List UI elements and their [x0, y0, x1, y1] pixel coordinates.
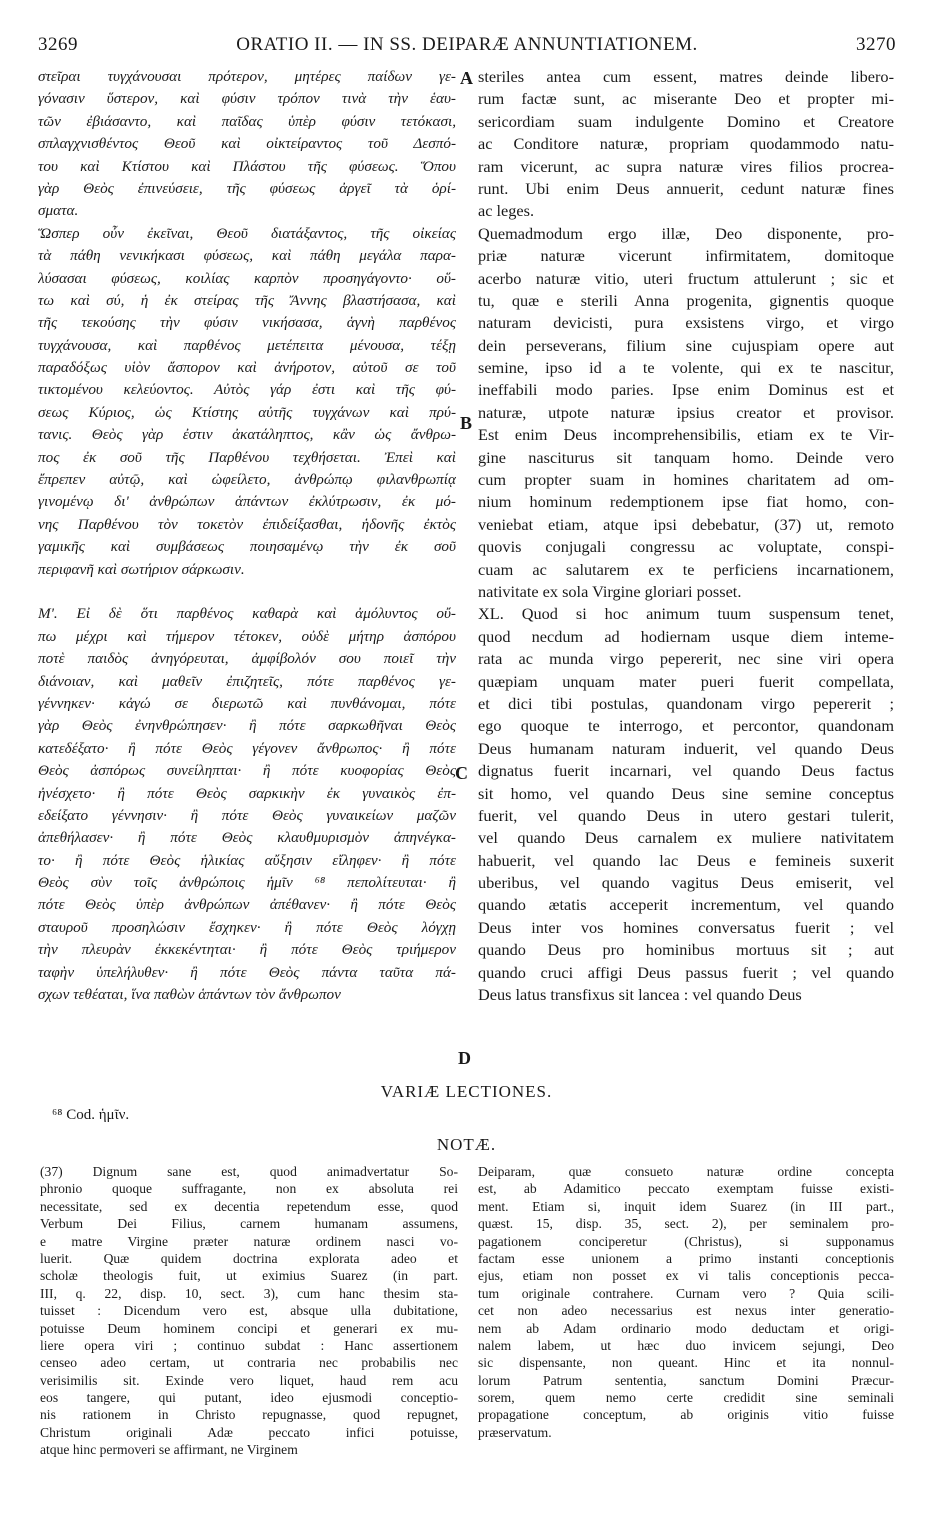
text-line: nis rationem in Christo repugnasse, quod repugnet,	[40, 1407, 458, 1423]
text-line: scholæ theologis fuit, ut eximius Suarez (in part.	[40, 1268, 458, 1284]
text-line: nativitate ex sola Virgine gloriari posset.	[478, 581, 742, 601]
text-line: λύσασαι φύσεως, κοιλίας καρπὸν προσηγάγοντο· οὕ-	[38, 269, 456, 287]
text-line: εδείξατο γέννησιν· ἢ πότε Θεὸς γυναικείων μαζῶν	[38, 806, 456, 824]
text-line: Θεὸς ἀσπόρως συνείληπται· ἢ πότε κυοφορίας Θεὸς	[38, 762, 456, 780]
text-line: ἔπρεπεν αὐτῷ, καὶ ὠφείλετο, ἀνθρώπῳ φιλανθρωπίᾳ	[38, 471, 456, 489]
text-line: Θεὸς σὺν τοῖς ἀνθρώποις ἡμῖν ⁶⁸ πεπολίτευται· ἢ	[38, 874, 456, 892]
text-line: quod necdum ad hodiernam usque diem inteme-	[478, 626, 894, 646]
section-marker-c: C	[455, 763, 468, 783]
text-line: rata ac munda virgo pepererit, nec sine viri opera	[478, 649, 894, 669]
text-line: γαμικῆς καὶ συμβάσεως ποιησαμένῳ τὴν ἐκ σοῦ	[38, 538, 456, 556]
variant-reading-note: ⁶⁸ Cod. ἡμῖν.	[52, 1107, 130, 1123]
text-line: præservatum.	[478, 1424, 552, 1440]
text-line: ac leges.	[478, 201, 535, 221]
text-line: quæst. 15, disp. 35, sect. 2), per seminalem pro-	[478, 1216, 894, 1232]
text-line: πος ἐκ σοῦ τῆς Παρθένου τεχθήσεται. Ἐπεὶ καὶ	[38, 448, 456, 466]
running-title: ORATIO II. — IN SS. DEIPARÆ ANNUNTIATIONEM.	[236, 34, 698, 55]
text-line: quando ætatis acceperit incrementum, vel quando	[478, 895, 894, 915]
text-line: verisimilis sit. Exinde vero liquet, haud rem acu	[40, 1372, 458, 1388]
text-line: sericordiam suam indulgente Domino et Creatore	[478, 111, 894, 131]
text-line: quando cruci affigi Deus passus fuerit ; vel quando	[478, 962, 894, 982]
text-line: Μ'. Εἰ δὲ ὅτι παρθένος καθαρὰ καὶ ἀμόλυντος οὔ-	[38, 605, 456, 623]
text-line: γόνασιν ὕστερον, καὶ φύσιν τρόπον τινὰ τὴν ἑαυ-	[38, 90, 456, 108]
section-marker-a: A	[460, 68, 473, 88]
text-line: nium hominum redemptionem ipse fiat homo, con-	[478, 492, 894, 512]
text-line: ego quoque te interrogo, et percontor, quandonam	[478, 716, 894, 736]
text-line: tum originale contrahere. Curnam vero ? Quia scili-	[478, 1285, 894, 1301]
text-line: factam esse unionem a primo instanti conceptionis	[478, 1250, 894, 1266]
text-line: τὴν πλευρὰν ἐκκεκέντηται· ἢ πότε Θεὸς τριήμερον	[38, 941, 456, 959]
text-line: τυγχάνουσα, καὶ παρθένος μετέπειτα μένουσα, τέξῃ	[38, 336, 456, 354]
text-line: quæpiam unquam mater pueri fuerit compellata,	[478, 671, 894, 691]
text-line: luerit. Quæ quidem doctrina explorata adeo et	[40, 1250, 458, 1266]
text-line: (37) Dignum sane est, quod animadvertatur So-	[40, 1164, 458, 1179]
text-line: τανις. Θεὸς γὰρ ἐστιν ἀκατάληπτος, κἂν ὡς ἄνθρω-	[38, 426, 456, 444]
text-line: naturæ, utpote naturæ ipsius creator et provisor.	[478, 402, 894, 422]
text-line: ram vicerunt, ac supra naturæ vires filios procrea-	[478, 156, 894, 176]
text-line: gine nasciturus sit tanquam homo. Deinde vero	[478, 447, 894, 467]
section-marker-d: D	[458, 1048, 471, 1068]
latin-text-column	[478, 66, 894, 1006]
text-line: Deus latus transfixus sit lancea : vel quando Deus	[478, 985, 802, 1005]
text-line: liere opera viri ; continuo subdat : Hanc assertionem	[40, 1337, 458, 1353]
text-line: sit homo, vel quando Deus sine semine conceptus	[478, 783, 894, 803]
text-line: ἠνέσχετο· ἢ πότε Θεὸς σαρκικὴν ἐκ γυναικὸς ἐπ-	[38, 784, 456, 802]
page-number-left: 3269	[38, 34, 78, 55]
text-line: στεῖραι τυγχάνουσαι πρότερον, μητέρες παίδων γε-	[38, 68, 456, 85]
text-line: pagationem conciperetur (Christus), si supponamus	[478, 1233, 894, 1249]
text-line: ment. Etiam si, inquit idem Suarez (in III part.,	[478, 1198, 894, 1214]
text-line: veniebat etiam, atque ipsi debebatur, (37) ut, remoto	[478, 514, 894, 534]
text-line: runt. Ubi enim Deus annuerit, cedunt naturæ fines	[478, 178, 894, 198]
text-line: sic dispensante, non queant. Hinc et ita nonnul-	[478, 1355, 894, 1371]
text-line: γινομένῳ δι' ἀνθρώπων ἁπάντων ἐκλύτρωσιν, ἐκ μό-	[38, 493, 456, 511]
text-line: et dici tibi postulas, quandonam virgo pepererit ;	[478, 693, 894, 713]
text-line: nalem labem, ut hæc duo invicem sejungi, Deo	[478, 1337, 894, 1353]
text-line: νης Παρθένου τὸν τοκετὸν ἐπιδείξασθαι, ἡδονῆς ἐκτὸς	[38, 515, 456, 533]
text-line: eos tangere, qui putant, ideo ejusmodi conceptio-	[40, 1390, 458, 1406]
text-line: Verbum Dei Filius, carnem humanam assumens,	[40, 1216, 458, 1232]
text-line: fuerit, vel quando Deus in utero gestari tulerit,	[478, 805, 894, 825]
page-number-right: 3270	[856, 34, 896, 55]
text-line: quovis conjugali congressu ac voluptate, conspi-	[478, 537, 894, 557]
text-line: διάνοιαν, καὶ μαθεῖν ἐπιζητεῖς, πότε παρθένος γε-	[38, 672, 456, 690]
text-line: σχων τεθέαται, ἵνα παθὼν ἁπάντων τὸν ἄνθρωπον	[38, 986, 341, 1004]
text-line: παραδόξως υἱὸν ἄσπορον καὶ ἀνήροτον, αὐτοῦ σε τοῦ	[38, 359, 456, 377]
text-line: πω μέχρι καὶ τήμερον τέτοκεν, οὐδὲ μήτηρ ἀσπόρου	[38, 627, 456, 645]
text-line: ἀπεθήλασεν· ἢ πότε Θεὸς κλαυθμυρισμὸν ἀπηνέγκα-	[38, 829, 456, 847]
text-line: tu, quæ e sterili Anna progenita, gignentis quoque	[478, 290, 894, 310]
text-line: naturam devicisti, pura exsistens virgo, et virgo	[478, 313, 894, 333]
text-line: γὰρ Θεὸς ἐνηνθρώπησεν· ἢ πότε σαρκωθῆναι Θεὸς	[38, 717, 456, 735]
variae-lectiones-heading: VARIÆ LECTIONES.	[380, 1082, 553, 1101]
text-line: vel quando Deus carnalem ex muliere nativitatem	[478, 828, 894, 848]
text-line: e matre Virgine præter naturæ ordinem nasci vo-	[40, 1233, 458, 1249]
paragraph-gap	[38, 581, 456, 603]
text-line: τικτομένου κελεύοντος. Αὐτὸς γάρ ἐστι καὶ τῆς φύ-	[38, 381, 456, 399]
greek-text-column	[38, 66, 456, 1006]
text-line: semine, ipso id a te volente, qui ex te nascitur,	[478, 358, 894, 378]
text-line: cum propter suam in homines charitatem ad om-	[478, 470, 894, 490]
text-line: σεως Κύριος, ὡς Κτίστης αὐτῆς τυγχάνων καὶ πρύ-	[38, 403, 456, 421]
text-line: ac Conditore naturæ, propriam quodammodo natu-	[478, 134, 894, 154]
text-line: nem ab Adam ordinario modo deductam et origi-	[478, 1320, 894, 1336]
text-line: quando Deus pro hominibus mortuus sit ; aut	[478, 940, 894, 960]
text-line: steriles antea cum essent, matres deinde libero-	[478, 67, 894, 86]
text-line: est, ab Adamitico peccato exemptam fuisse existi-	[478, 1181, 894, 1197]
text-line: sorem, quem nemo certe credidit sine seminali	[478, 1390, 894, 1406]
text-line: XL. Quod si hoc animum tuum suspensum tenet,	[478, 604, 894, 624]
running-header	[38, 34, 896, 58]
text-line: σπλαγχνισθέντος Θεοῦ καὶ οἰκτείραντος τοῦ Δεσπό-	[38, 135, 456, 153]
text-line: rum factæ sunt, ac miserante Deo et propter mi-	[478, 89, 894, 109]
text-line: atque hinc permoveri se affirmant, ne Virginem	[40, 1442, 298, 1458]
text-line: γέννηκεν· κἀγώ σε διερωτῶ καὶ πυνθάνομαι, πότε	[38, 694, 456, 712]
section-marker-b: B	[460, 413, 473, 433]
notes-right-column	[478, 1163, 894, 1441]
text-line: habuerit, vel quando lac Deus e femineis suxerit	[478, 850, 894, 870]
text-line: Deus humanam naturam induerit, vel quando Deus	[478, 738, 894, 758]
text-line: propagatione conceptum, ab originis vitio fuisse	[478, 1407, 894, 1423]
text-line: τῆς τεκούσης τὴν φύσιν νικήσασα, ἁγνὴ παρθένος	[38, 314, 456, 332]
text-line: cet non adeo necessarius est nexus inter generatio-	[478, 1303, 894, 1319]
text-line: lorum Patrum sententia, sanctum Domini Præcur-	[478, 1372, 894, 1388]
text-line: cuam ac salutarem ex te perficiens incarnationem,	[478, 559, 894, 579]
text-line: τῶν ἐβιάσαντο, καὶ παῖδας ὑπὲρ φύσιν τετόκασι,	[38, 112, 456, 130]
text-line: του καὶ Κτίστου καὶ Πλάστου τῆς φύσεως. Ὅπου	[38, 157, 456, 175]
text-line: γὰρ Θεὸς ἐπινεύσειε, τῆς φύσεως ἀργεῖ τὰ ὁρί-	[38, 179, 456, 197]
text-line: dein perseverans, filium sine cujuspiam opere aut	[478, 335, 894, 355]
text-line: τω καὶ σύ, ἡ ἐκ στείρας τῆς Ἄννης βλαστήσασα, καὶ	[38, 291, 456, 309]
text-line: Ὥσπερ οὖν ἐκεῖναι, Θεοῦ διατάξαντος, τῆς οἰκείας	[38, 224, 456, 242]
text-line: ineffabili modo paries. Ipse enim Dominus est et	[478, 380, 894, 400]
text-line: acerbo naturæ vitio, uteri fructum attulerunt ; sic et	[478, 268, 894, 288]
text-line: το· ἢ πότε Θεὸς ἡλικίας αὔξησιν εἴληφεν· ἢ πότε	[38, 851, 456, 869]
text-line: ταφὴν ὑπελήλυθεν· ἢ πότε Θεὸς πάντα ταῦτα πά-	[38, 963, 456, 981]
text-line: phronio quoque suffragante, non ex absoluta rei	[40, 1181, 458, 1197]
text-line: Est enim Deus incomprehensibilis, etiam ex te Vir-	[478, 425, 894, 445]
text-line: σματα.	[38, 202, 79, 220]
text-line: περιφανῆ καὶ σωτήριον σάρκωσιν.	[38, 560, 245, 578]
text-line: Deiparam, quæ consueto naturæ ordine concepta	[478, 1164, 894, 1179]
text-line: uberibus, vel quando vagitus Deus emiserit, vel	[478, 873, 894, 893]
text-line: πότε Θεὸς ὑπὲρ ἀνθρώπων ἀπέθανεν· ἢ πότε Θεὸς	[38, 896, 456, 914]
text-line: potuisse Deum hominem concipi et generari ex mu-	[40, 1320, 458, 1336]
text-line: ejus, etiam non posset ex vi talis conceptionis pecca-	[478, 1268, 894, 1284]
text-line: Christum originali Adæ peccato infici potuisse,	[40, 1424, 458, 1440]
text-line: Deus inter vos homines conversatus fuerit ; vel	[478, 917, 894, 937]
text-line: κατεδέξατο· ἢ πότε Θεὸς γέγονεν ἄνθρωπος· ἢ πότε	[38, 739, 456, 757]
text-line: ποτὲ παιδὸς ἀνηγόρευται, ἀμφίβολόν σου ποιεῖ τὴν	[38, 650, 456, 668]
notae-heading: NOTÆ.	[436, 1135, 497, 1154]
text-line: tuisset : Dicendum vero est, absque ulla dubitatione,	[40, 1303, 458, 1319]
text-line: τὰ πάθη νενικήκασι φύσεως, καὶ πάθη μεγάλα παρα-	[38, 247, 456, 265]
text-line: Quemadmodum ergo illæ, Deo disponente, pro-	[478, 223, 894, 243]
text-line: σταυροῦ προσηλώσιν ἔσχηκεν· ἢ πότε Θεὸς λόγχῃ	[38, 918, 456, 936]
text-line: censeo adeo certam, ut contraria nec probabilis nec	[40, 1355, 458, 1371]
text-line: III, q. 22, disp. 10, sect. 3), cum hanc thesim sta-	[40, 1285, 458, 1301]
text-line: priæ naturæ vicerunt infirmitatem, domitoque	[478, 246, 894, 266]
notes-left-column	[40, 1163, 458, 1459]
text-line: necessitate, sed ex decentia repetendum esse, quod	[40, 1198, 458, 1214]
text-line: dignatus fuerit incarnari, vel quando Deus factus	[478, 761, 894, 781]
